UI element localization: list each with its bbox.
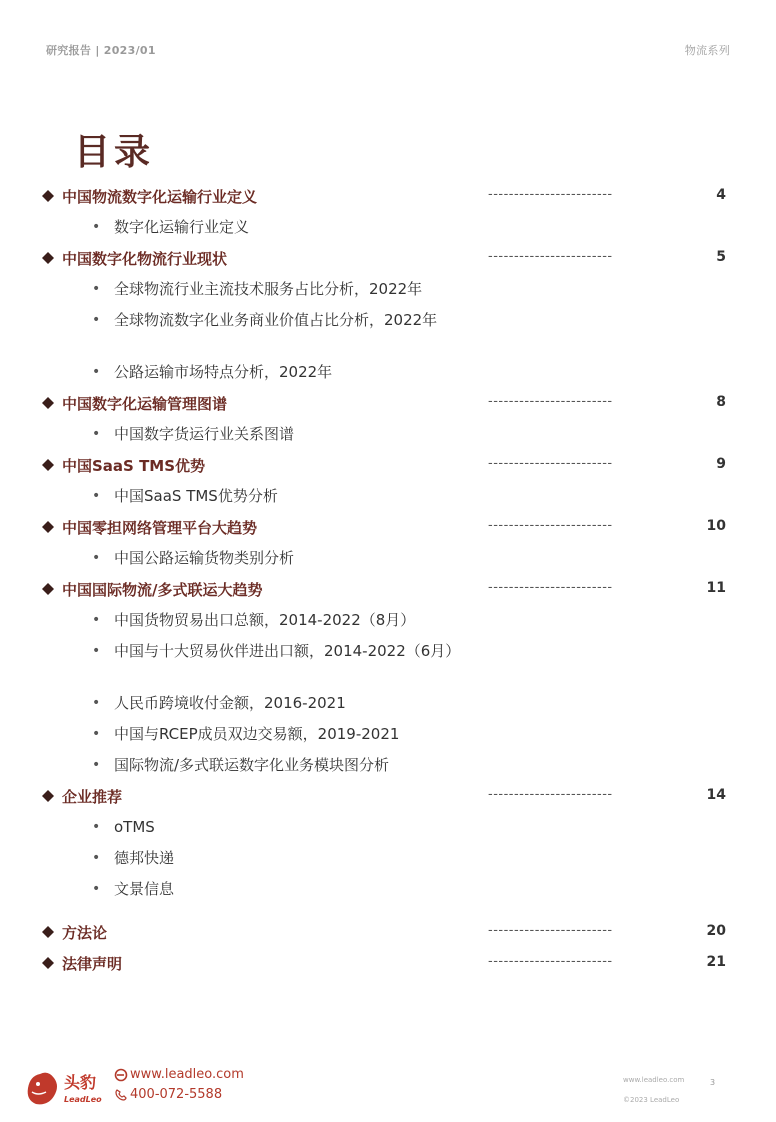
toc-subitem-label[interactable]: 中国数字货运行业关系图谱 — [114, 425, 295, 443]
toc-subitem-label[interactable]: 中国与十大贸易伙伴进出口额，2014-2022（6月） — [114, 642, 461, 660]
toc-section-label[interactable]: 法律声明 — [62, 955, 123, 973]
bullet-icon: • — [92, 695, 101, 711]
page-number: 3 — [710, 1078, 716, 1087]
toc-leader-dots: ------------------------ — [488, 954, 613, 969]
toc-leader-dots: ------------------------ — [488, 580, 613, 595]
logo-en: LeadLeo — [64, 1095, 102, 1104]
toc-subitem-label[interactable]: 人民币跨境收付金额，2016-2021 — [114, 694, 346, 712]
bullet-icon: • — [92, 881, 101, 897]
toc-leader-dots: ------------------------ — [488, 923, 613, 938]
diamond-bullet-icon — [42, 459, 54, 471]
bullet-icon: • — [92, 488, 101, 504]
bullet-icon: • — [92, 850, 101, 866]
toc-leader-dots: ------------------------ — [488, 394, 613, 409]
toc-section[interactable] — [42, 455, 732, 479]
bullet-icon: • — [92, 281, 101, 297]
toc-page-number[interactable]: 21 — [706, 954, 726, 970]
toc-section[interactable] — [42, 786, 732, 810]
bullet-icon: • — [92, 612, 101, 628]
toc-subitem-label[interactable]: 全球物流行业主流技术服务占比分析，2022年 — [114, 280, 423, 298]
toc-leader-dots: ------------------------ — [488, 249, 613, 264]
toc-subitem-label[interactable]: 国际物流/多式联运数字化业务模块图分析 — [114, 756, 390, 774]
toc-subitem-label[interactable]: oTMS — [114, 818, 155, 836]
toc-leader-dots: ------------------------ — [488, 518, 613, 533]
diamond-bullet-icon — [42, 190, 54, 202]
toc-section-label[interactable]: 中国SaaS TMS优势 — [62, 457, 206, 475]
diamond-bullet-icon — [42, 957, 54, 969]
bullet-icon: • — [92, 550, 101, 566]
bullet-icon: • — [92, 364, 101, 380]
toc-subitem-label[interactable]: 中国与RCEP成员双边交易额，2019-2021 — [114, 725, 400, 743]
diamond-bullet-icon — [42, 790, 54, 802]
toc-subitem-label[interactable]: 数字化运输行业定义 — [114, 218, 250, 236]
footer-phone[interactable] — [114, 1086, 244, 1106]
toc-section[interactable] — [42, 517, 732, 541]
phone-text[interactable]: 400-072-5588 — [130, 1087, 223, 1102]
toc-subitem-label[interactable]: 文景信息 — [114, 880, 175, 898]
toc-leader-dots: ------------------------ — [488, 787, 613, 802]
toc-section[interactable] — [42, 393, 732, 417]
footer-small-site: www.leadleo.com — [623, 1076, 685, 1084]
bullet-icon: • — [92, 643, 101, 659]
header-right: 物流系列 — [684, 44, 730, 57]
leadleo-logo — [24, 1066, 116, 1110]
diamond-bullet-icon — [42, 583, 54, 595]
diamond-bullet-icon — [42, 521, 54, 533]
footer-right — [623, 1070, 684, 1110]
bullet-icon: • — [92, 312, 101, 328]
toc-section[interactable] — [42, 186, 732, 210]
toc-section-label[interactable]: 中国零担网络管理平台大趋势 — [62, 519, 258, 537]
bullet-icon: • — [92, 426, 101, 442]
bullet-icon: • — [92, 726, 101, 742]
toc-section-label[interactable]: 中国数字化运输管理图谱 — [62, 395, 228, 413]
toc-page-number[interactable]: 8 — [716, 394, 726, 410]
page-title: 目录 — [74, 132, 155, 173]
toc-section-label[interactable]: 企业推荐 — [62, 788, 123, 806]
diamond-bullet-icon — [42, 252, 54, 264]
toc-section[interactable] — [42, 248, 732, 272]
toc-page-number[interactable]: 4 — [716, 187, 726, 203]
diamond-bullet-icon — [42, 397, 54, 409]
bullet-icon: • — [92, 757, 101, 773]
header-left: 研究报告 | 2023/01 — [46, 44, 156, 57]
logo-cn: 头豹 — [64, 1073, 97, 1092]
toc-subitem-label[interactable]: 德邦快递 — [114, 849, 175, 867]
toc-page-number[interactable]: 5 — [716, 249, 726, 265]
toc-section-label[interactable]: 中国物流数字化运输行业定义 — [62, 188, 258, 206]
toc-page-number[interactable]: 20 — [706, 923, 726, 939]
toc-subitem-label[interactable]: 公路运输市场特点分析，2022年 — [114, 363, 333, 381]
toc-section-label[interactable]: 方法论 — [62, 924, 108, 942]
toc-section-label[interactable]: 中国数字化物流行业现状 — [62, 250, 228, 268]
toc-leader-dots: ------------------------ — [488, 456, 613, 471]
globe-icon — [114, 1068, 128, 1082]
footer-copyright: ©2023 LeadLeo — [623, 1096, 680, 1104]
diamond-bullet-icon — [42, 926, 54, 938]
toc-page-number[interactable]: 9 — [716, 456, 726, 472]
toc-page-number[interactable]: 11 — [706, 580, 726, 596]
toc-page-number[interactable]: 10 — [706, 518, 726, 534]
toc-subitem-label[interactable]: 全球物流数字化业务商业价值占比分析，2022年 — [114, 311, 438, 329]
toc-subitem-label[interactable]: 中国SaaS TMS优势分析 — [114, 487, 278, 505]
phone-icon — [114, 1088, 128, 1102]
toc-page-number[interactable]: 14 — [706, 787, 726, 803]
toc-section[interactable] — [42, 579, 732, 603]
bullet-icon: • — [92, 819, 101, 835]
toc-subitem-label[interactable]: 中国货物贸易出口总额，2014-2022（8月） — [114, 611, 416, 629]
toc-section[interactable] — [42, 953, 732, 977]
footer-contact — [114, 1066, 244, 1106]
website-text[interactable]: www.leadleo.com — [130, 1067, 244, 1082]
footer-website[interactable] — [114, 1066, 244, 1086]
toc-section-label[interactable]: 中国国际物流/多式联运大趋势 — [62, 581, 263, 599]
toc-section[interactable] — [42, 922, 732, 946]
toc-leader-dots: ------------------------ — [488, 187, 613, 202]
bullet-icon: • — [92, 219, 101, 235]
toc-subitem-label[interactable]: 中国公路运输货物类别分析 — [114, 549, 295, 567]
